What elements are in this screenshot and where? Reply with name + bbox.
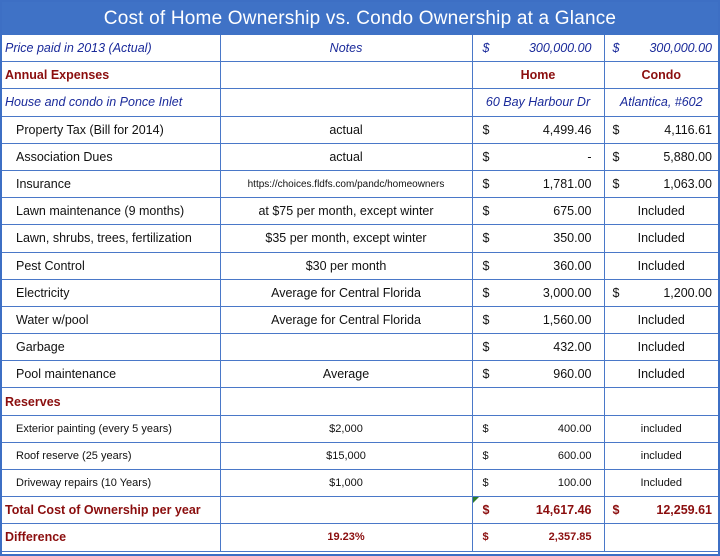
expense-notes: Average for Central Florida <box>220 306 472 333</box>
annual-expenses-label: Annual Expenses <box>2 62 220 89</box>
empty-cell <box>220 497 472 524</box>
price-label: Price paid in 2013 (Actual) <box>2 35 220 62</box>
amount-value: 1,560.00 <box>542 312 592 327</box>
expense-row <box>2 170 718 197</box>
amount-cell <box>472 225 604 252</box>
currency-symbol: $ <box>482 122 490 137</box>
expense-label: Water w/pool <box>2 306 220 333</box>
empty-cell <box>220 89 472 116</box>
expense-label: Pool maintenance <box>2 361 220 388</box>
amount-cell <box>472 334 604 361</box>
total-label: Total Cost of Ownership per year <box>2 497 220 524</box>
currency-symbol: $ <box>482 312 490 327</box>
empty-cell <box>604 388 718 415</box>
reserve-notes: $2,000 <box>220 415 472 442</box>
amount-cell <box>472 306 604 333</box>
amount-cell <box>604 170 718 197</box>
home-price: 300,000.00 <box>528 41 592 56</box>
reserve-notes: $15,000 <box>220 442 472 469</box>
condo-included: included <box>604 415 718 442</box>
amount-value: 600.00 <box>557 449 592 462</box>
amount-value: 960.00 <box>553 367 592 382</box>
empty-cell <box>472 388 604 415</box>
currency-symbol: $ <box>482 149 490 164</box>
expense-row <box>2 334 718 361</box>
expense-row <box>2 306 718 333</box>
currency-symbol: $ <box>612 149 620 164</box>
amount-cell <box>472 470 604 497</box>
location-label: House and condo in Ponce Inlet <box>2 89 220 116</box>
expense-notes: $35 per month, except winter <box>220 225 472 252</box>
condo-included: Included <box>604 225 718 252</box>
amount-cell <box>472 497 604 524</box>
expense-label: Garbage <box>2 334 220 361</box>
currency-symbol: $ <box>482 422 489 435</box>
reserve-row <box>2 415 718 442</box>
currency-symbol: $ <box>482 477 489 490</box>
annual-expenses-row <box>2 62 718 89</box>
condo-included: Included <box>604 361 718 388</box>
expense-notes <box>220 334 472 361</box>
currency-symbol: $ <box>612 41 620 56</box>
reserves-row <box>2 388 718 415</box>
cost-table <box>2 35 718 552</box>
currency-symbol: $ <box>482 285 490 300</box>
expense-notes: Average for Central Florida <box>220 279 472 306</box>
amount-cell <box>472 279 604 306</box>
currency-symbol: $ <box>612 177 620 192</box>
amount-value: 14,617.46 <box>535 503 592 518</box>
reserve-row <box>2 442 718 469</box>
notes-header: Notes <box>220 35 472 62</box>
expense-row <box>2 225 718 252</box>
amount-value: 12,259.61 <box>656 503 712 518</box>
amount-cell <box>604 116 718 143</box>
currency-symbol: $ <box>482 531 489 544</box>
currency-symbol: $ <box>482 503 490 518</box>
expense-notes: actual <box>220 116 472 143</box>
condo-address: Atlantica, #602 <box>604 89 718 116</box>
condo-included: included <box>604 442 718 469</box>
amount-cell <box>472 442 604 469</box>
amount-cell <box>472 198 604 225</box>
difference-percent: 19.23% <box>220 524 472 551</box>
expense-label: Insurance <box>2 170 220 197</box>
condo-included: Included <box>604 306 718 333</box>
difference-row <box>2 524 718 551</box>
amount-value: 100.00 <box>557 477 592 490</box>
expense-label: Association Dues <box>2 143 220 170</box>
expense-notes: at $75 per month, except winter <box>220 198 472 225</box>
expense-label: Property Tax (Bill for 2014) <box>2 116 220 143</box>
expense-row <box>2 116 718 143</box>
location-row <box>2 89 718 116</box>
reserve-row <box>2 470 718 497</box>
amount-value: 5,880.00 <box>663 149 712 164</box>
expense-notes: https://choices.fldfs.com/pandc/homeowners <box>220 170 472 197</box>
amount-cell <box>472 143 604 170</box>
expense-label: Electricity <box>2 279 220 306</box>
home-column-header: Home <box>472 62 604 89</box>
empty-cell <box>604 524 718 551</box>
reserve-label: Roof reserve (25 years) <box>2 442 220 469</box>
amount-value: 400.00 <box>557 422 592 435</box>
expense-row <box>2 143 718 170</box>
condo-column-header: Condo <box>604 62 718 89</box>
amount-value: - <box>587 149 592 164</box>
amount-value: 1,063.00 <box>663 177 712 192</box>
expense-label: Lawn, shrubs, trees, fertilization <box>2 225 220 252</box>
condo-included: Included <box>604 470 718 497</box>
condo-included: Included <box>604 198 718 225</box>
reserve-label: Exterior painting (every 5 years) <box>2 415 220 442</box>
amount-value: 3,000.00 <box>542 285 592 300</box>
expense-row <box>2 198 718 225</box>
expense-row <box>2 252 718 279</box>
expense-notes: $30 per month <box>220 252 472 279</box>
currency-symbol: $ <box>612 503 620 518</box>
currency-symbol: $ <box>482 204 490 219</box>
amount-value: 432.00 <box>553 340 592 355</box>
reserves-label: Reserves <box>2 388 220 415</box>
currency-symbol: $ <box>612 122 620 137</box>
amount-cell <box>472 170 604 197</box>
currency-symbol: $ <box>482 258 490 273</box>
currency-symbol: $ <box>482 177 490 192</box>
amount-cell <box>472 524 604 551</box>
currency-symbol: $ <box>482 340 490 355</box>
condo-price-cell <box>604 35 718 62</box>
condo-included: Included <box>604 252 718 279</box>
currency-symbol: $ <box>612 285 620 300</box>
amount-cell <box>604 279 718 306</box>
amount-value: 4,116.61 <box>664 122 712 137</box>
currency-symbol: $ <box>482 231 490 246</box>
reserve-label: Driveway repairs (10 Years) <box>2 470 220 497</box>
price-row <box>2 35 718 62</box>
expense-notes: actual <box>220 143 472 170</box>
amount-value: 2,357.85 <box>548 531 592 544</box>
amount-cell <box>472 116 604 143</box>
amount-cell <box>472 252 604 279</box>
currency-symbol: $ <box>482 41 490 56</box>
currency-symbol: $ <box>482 367 490 382</box>
expense-label: Lawn maintenance (9 months) <box>2 198 220 225</box>
amount-value: 1,781.00 <box>542 177 592 192</box>
amount-value: 360.00 <box>553 258 592 273</box>
total-row <box>2 497 718 524</box>
expense-label: Pest Control <box>2 252 220 279</box>
sheet-title: Cost of Home Ownership vs. Condo Ownership at a Glance <box>2 2 718 35</box>
condo-included: Included <box>604 334 718 361</box>
amount-cell <box>604 497 718 524</box>
amount-value: 4,499.46 <box>542 122 592 137</box>
expense-row <box>2 361 718 388</box>
amount-cell <box>604 143 718 170</box>
amount-cell <box>472 415 604 442</box>
currency-symbol: $ <box>482 449 489 462</box>
home-address: 60 Bay Harbour Dr <box>472 89 604 116</box>
home-price-cell <box>472 35 604 62</box>
expense-notes: Average <box>220 361 472 388</box>
reserve-notes: $1,000 <box>220 470 472 497</box>
condo-price: 300,000.00 <box>649 41 712 56</box>
expense-row <box>2 279 718 306</box>
difference-label: Difference <box>2 524 220 551</box>
amount-value: 1,200.00 <box>663 285 712 300</box>
amount-value: 675.00 <box>553 204 592 219</box>
empty-cell <box>220 388 472 415</box>
empty-cell <box>220 62 472 89</box>
amount-cell <box>472 361 604 388</box>
amount-value: 350.00 <box>553 231 592 246</box>
